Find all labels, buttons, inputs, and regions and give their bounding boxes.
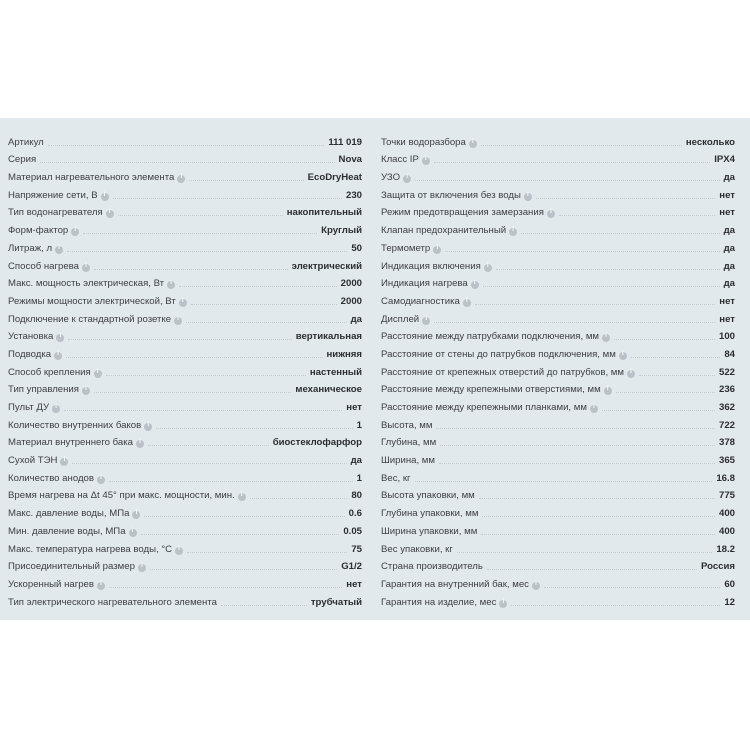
- dotted-leader: [544, 587, 720, 588]
- info-icon[interactable]: [167, 281, 175, 289]
- spec-label: Индикация нагрева: [381, 278, 468, 290]
- info-icon[interactable]: [604, 387, 612, 395]
- dotted-leader: [67, 251, 347, 252]
- spec-label: Страна производитель: [381, 561, 483, 573]
- spec-value: 50: [351, 242, 362, 254]
- info-icon[interactable]: [136, 440, 144, 448]
- spec-row: [8, 395, 362, 413]
- spec-row: [8, 448, 362, 466]
- dotted-leader: [614, 339, 715, 340]
- info-icon[interactable]: [129, 529, 137, 537]
- info-icon[interactable]: [177, 175, 185, 183]
- spec-label: Присоединительный размер: [8, 561, 135, 573]
- dotted-leader: [602, 410, 715, 411]
- info-icon[interactable]: [55, 246, 63, 254]
- info-icon[interactable]: [138, 564, 146, 572]
- spec-value: Россия: [700, 561, 735, 573]
- dotted-leader: [487, 569, 697, 570]
- spec-row: [381, 342, 735, 360]
- spec-value: электрический: [291, 260, 362, 272]
- dotted-leader: [434, 162, 710, 163]
- info-icon[interactable]: [524, 193, 532, 201]
- spec-row: [8, 254, 362, 272]
- dotted-leader: [148, 445, 269, 446]
- spec-row: [381, 201, 735, 219]
- info-icon[interactable]: [463, 299, 471, 307]
- spec-row: [8, 201, 362, 219]
- spec-label: Высота, мм: [381, 419, 433, 431]
- spec-label: Форм-фактор: [8, 225, 69, 237]
- dotted-leader: [189, 180, 303, 181]
- spec-label: Тип водонагревателя: [8, 207, 103, 219]
- spec-value: Nova: [338, 154, 362, 166]
- spec-label: Сухой ТЭН: [8, 455, 58, 467]
- dotted-leader: [106, 375, 306, 376]
- spec-value: 362: [718, 402, 735, 413]
- spec-panel: [0, 118, 750, 620]
- spec-row: [8, 148, 362, 166]
- dotted-leader: [496, 269, 720, 270]
- spec-row: [381, 254, 735, 272]
- info-icon[interactable]: [627, 370, 635, 378]
- spec-value: 100: [718, 331, 735, 343]
- dotted-leader: [631, 357, 721, 358]
- info-icon[interactable]: [602, 334, 610, 342]
- dotted-leader: [68, 339, 291, 340]
- spec-value: 722: [718, 419, 735, 431]
- spec-label: Гарантия на внутренний бак, мес: [381, 578, 529, 590]
- spec-label: Установка: [8, 331, 54, 343]
- spec-label: Напряжение сети, В: [8, 189, 98, 201]
- spec-row: [381, 307, 735, 325]
- dotted-leader: [479, 498, 715, 499]
- spec-value: нет: [346, 402, 362, 413]
- spec-label: Вес упаковки, кг: [381, 543, 453, 555]
- spec-label: Расстояние от крепежных отверстий до патрубков, мм: [381, 366, 624, 378]
- spec-value: 1: [356, 419, 362, 431]
- spec-label: Макс. температура нагрева воды, °С: [8, 543, 173, 555]
- dotted-leader: [66, 357, 322, 358]
- spec-row: [381, 537, 735, 555]
- spec-label: Пульт ДУ: [8, 402, 50, 413]
- info-icon[interactable]: [71, 228, 79, 236]
- spec-row: [381, 448, 735, 466]
- spec-row: [381, 325, 735, 343]
- spec-row: [8, 572, 362, 590]
- spec-value: да: [723, 278, 735, 290]
- spec-value: 60: [724, 578, 735, 590]
- info-icon[interactable]: [97, 476, 105, 484]
- spec-value: 775: [718, 490, 735, 502]
- spec-row: [381, 378, 735, 396]
- dotted-leader: [250, 498, 348, 499]
- info-icon[interactable]: [54, 352, 62, 360]
- info-icon[interactable]: [499, 600, 507, 608]
- info-icon[interactable]: [106, 210, 114, 218]
- spec-label: Самодиагностика: [381, 295, 460, 307]
- spec-label: Материал нагревательного элемента: [8, 172, 175, 184]
- dotted-leader: [187, 552, 347, 553]
- spec-label: Высота упаковки, мм: [381, 490, 475, 502]
- spec-label: Расстояние между крепежными отверстиями, мм: [381, 384, 601, 396]
- dotted-leader: [559, 215, 715, 216]
- spec-label: Количество внутренних баков: [8, 419, 142, 431]
- dotted-leader: [639, 375, 715, 376]
- dotted-leader: [83, 233, 317, 234]
- dotted-leader: [483, 286, 720, 287]
- dotted-leader: [536, 198, 715, 199]
- spec-value: 400: [718, 508, 735, 520]
- info-icon[interactable]: [175, 547, 183, 555]
- info-icon[interactable]: [484, 264, 492, 272]
- spec-value: нет: [719, 313, 735, 325]
- spec-value: EcoDryHeat: [307, 172, 362, 184]
- spec-label: Материал внутреннего бака: [8, 437, 133, 449]
- spec-value: да: [723, 260, 735, 272]
- spec-value: 75: [351, 543, 362, 555]
- spec-label: Дисплей: [381, 313, 420, 325]
- dotted-leader: [440, 445, 715, 446]
- spec-row: [8, 236, 362, 254]
- spec-row: [381, 165, 735, 183]
- info-icon[interactable]: [469, 140, 477, 148]
- spec-label: Режимы мощности электрической, Вт: [8, 295, 176, 307]
- spec-column-left: [8, 130, 362, 608]
- info-icon[interactable]: [509, 228, 517, 236]
- spec-row: [381, 590, 735, 608]
- dotted-leader: [481, 534, 715, 535]
- dotted-leader: [94, 269, 288, 270]
- spec-label: Макс. давление воды, МПа: [8, 508, 130, 520]
- spec-row: [381, 413, 735, 431]
- spec-column-right: [381, 130, 735, 608]
- dotted-leader: [521, 233, 719, 234]
- spec-label: Ширина, мм: [381, 455, 436, 467]
- spec-label: Расстояние между крепежными планками, мм: [381, 402, 587, 413]
- spec-row: [381, 395, 735, 413]
- spec-value: G1/2: [341, 561, 362, 573]
- dotted-leader: [64, 410, 342, 411]
- spec-label: Способ нагрева: [8, 260, 79, 272]
- spec-value: Круглый: [321, 225, 362, 237]
- spec-row: [381, 431, 735, 449]
- info-icon[interactable]: [238, 493, 246, 501]
- info-icon[interactable]: [144, 423, 152, 431]
- dotted-leader: [72, 463, 346, 464]
- dotted-leader: [475, 304, 715, 305]
- spec-label: Тип электрического нагревательного элемента: [8, 596, 217, 608]
- spec-label: Макс. мощность электрическая, Вт: [8, 278, 165, 290]
- info-icon[interactable]: [403, 175, 411, 183]
- spec-value: нет: [719, 295, 735, 307]
- spec-value: несколько: [685, 136, 735, 148]
- spec-label: Ширина упаковки, мм: [381, 525, 478, 537]
- info-icon[interactable]: [547, 210, 555, 218]
- spec-label: Подключение к стандартной розетке: [8, 313, 172, 325]
- info-icon[interactable]: [422, 317, 430, 325]
- spec-row: [8, 272, 362, 290]
- spec-label: Мин. давление воды, МПа: [8, 525, 126, 537]
- spec-row: [381, 148, 735, 166]
- spec-row: [8, 360, 362, 378]
- dotted-leader: [616, 392, 715, 393]
- spec-value: 16.8: [716, 472, 735, 484]
- info-icon[interactable]: [179, 299, 187, 307]
- dotted-leader: [40, 162, 334, 163]
- spec-label: Артикул: [8, 136, 44, 148]
- spec-label: Термометр: [381, 242, 431, 254]
- spec-value: 0.6: [348, 508, 362, 520]
- spec-row: [8, 183, 362, 201]
- spec-label: Расстояние от стены до патрубков подключения, мм: [381, 348, 616, 360]
- spec-row: [381, 272, 735, 290]
- info-icon[interactable]: [52, 405, 60, 413]
- spec-label: Защита от включения без воды: [381, 189, 521, 201]
- spec-label: Расстояние между патрубками подключения, мм: [381, 331, 600, 343]
- dotted-leader: [156, 428, 352, 429]
- spec-row: [381, 130, 735, 148]
- spec-value: трубчатый: [310, 596, 362, 608]
- spec-row: [8, 590, 362, 608]
- spec-value: 2000: [340, 278, 362, 290]
- spec-row: [381, 360, 735, 378]
- spec-value: IPX4: [714, 154, 735, 166]
- spec-row: [8, 484, 362, 502]
- spec-row: [381, 218, 735, 236]
- dotted-leader: [118, 215, 283, 216]
- spec-value: нет: [719, 189, 735, 201]
- spec-value: 2000: [340, 295, 362, 307]
- spec-value: биостеклофарфор: [272, 437, 362, 449]
- info-icon[interactable]: [82, 264, 90, 272]
- info-icon[interactable]: [94, 370, 102, 378]
- spec-value: 111 019: [328, 136, 362, 148]
- info-icon[interactable]: [56, 334, 64, 342]
- spec-label: Серия: [8, 154, 37, 166]
- spec-value: накопительный: [286, 207, 362, 219]
- spec-row: [8, 165, 362, 183]
- info-icon[interactable]: [471, 281, 479, 289]
- spec-value: 365: [718, 455, 735, 467]
- spec-value: нижняя: [326, 348, 362, 360]
- spec-row: [381, 555, 735, 573]
- dotted-leader: [434, 322, 715, 323]
- spec-value: механическое: [295, 384, 362, 396]
- spec-row: [8, 307, 362, 325]
- spec-value: 0.05: [343, 525, 362, 537]
- dotted-leader: [113, 198, 342, 199]
- info-icon[interactable]: [619, 352, 627, 360]
- spec-row: [8, 466, 362, 484]
- dotted-leader: [481, 145, 682, 146]
- spec-row: [8, 378, 362, 396]
- spec-row: [8, 555, 362, 573]
- spec-label: Литраж, л: [8, 242, 53, 254]
- spec-label: Индикация включения: [381, 260, 481, 272]
- spec-row: [8, 413, 362, 431]
- spec-label: Гарантия на изделие, мес: [381, 596, 497, 608]
- dotted-leader: [179, 286, 337, 287]
- spec-row: [8, 325, 362, 343]
- spec-label: Подводка: [8, 348, 52, 360]
- spec-label: Тип управления: [8, 384, 79, 396]
- dotted-leader: [511, 605, 720, 606]
- spec-value: 236: [718, 384, 735, 396]
- spec-row: [8, 130, 362, 148]
- info-icon[interactable]: [433, 246, 441, 254]
- spec-row: [8, 501, 362, 519]
- spec-row: [381, 236, 735, 254]
- dotted-leader: [221, 605, 307, 606]
- dotted-leader: [186, 322, 346, 323]
- spec-label: Способ крепления: [8, 366, 91, 378]
- spec-label: Ускоренный нагрев: [8, 578, 94, 590]
- dotted-leader: [191, 304, 337, 305]
- spec-label: Вес, кг: [381, 472, 411, 484]
- spec-row: [381, 501, 735, 519]
- dotted-leader: [141, 534, 340, 535]
- info-icon[interactable]: [532, 582, 540, 590]
- dotted-leader: [94, 392, 291, 393]
- spec-row: [8, 289, 362, 307]
- info-icon[interactable]: [97, 582, 105, 590]
- spec-value: 400: [718, 525, 735, 537]
- spec-label: Количество анодов: [8, 472, 94, 484]
- dotted-leader: [48, 145, 325, 146]
- dotted-leader: [436, 428, 715, 429]
- spec-value: 230: [345, 189, 362, 201]
- spec-label: Глубина, мм: [381, 437, 437, 449]
- dotted-leader: [144, 516, 344, 517]
- spec-label: Время нагрева на Δt 45° при макс. мощности, мин.: [8, 490, 235, 502]
- spec-value: 18.2: [716, 543, 735, 555]
- dotted-leader: [482, 516, 715, 517]
- info-icon[interactable]: [101, 193, 109, 201]
- dotted-leader: [415, 180, 720, 181]
- spec-label: Режим предотвращения замерзания: [381, 207, 544, 219]
- dotted-leader: [109, 481, 353, 482]
- spec-value: да: [723, 172, 735, 184]
- spec-value: 80: [351, 490, 362, 502]
- spec-value: да: [723, 242, 735, 254]
- spec-label: Класс IP: [381, 154, 419, 166]
- dotted-leader: [150, 569, 337, 570]
- spec-label: Точки водоразбора: [381, 136, 466, 148]
- spec-row: [8, 342, 362, 360]
- spec-row: [381, 466, 735, 484]
- spec-value: нет: [346, 578, 362, 590]
- info-icon[interactable]: [82, 387, 90, 395]
- spec-row: [8, 537, 362, 555]
- info-icon[interactable]: [132, 511, 140, 519]
- spec-value: настенный: [309, 366, 362, 378]
- spec-label: УЗО: [381, 172, 401, 184]
- spec-value: вертикальная: [295, 331, 362, 343]
- spec-value: 522: [718, 366, 735, 378]
- spec-value: да: [350, 313, 362, 325]
- spec-row: [381, 183, 735, 201]
- dotted-leader: [457, 552, 712, 553]
- dotted-leader: [109, 587, 342, 588]
- info-icon[interactable]: [60, 458, 68, 466]
- spec-value: да: [723, 225, 735, 237]
- spec-value: 378: [718, 437, 735, 449]
- spec-value: 12: [724, 596, 735, 608]
- info-icon[interactable]: [422, 157, 430, 165]
- spec-label: Глубина упаковки, мм: [381, 508, 479, 520]
- spec-label: Клапан предохранительный: [381, 225, 507, 237]
- spec-row: [8, 218, 362, 236]
- spec-value: нет: [719, 207, 735, 219]
- dotted-leader: [439, 463, 715, 464]
- info-icon[interactable]: [174, 317, 182, 325]
- info-icon[interactable]: [590, 405, 598, 413]
- spec-row: [381, 519, 735, 537]
- spec-row: [8, 519, 362, 537]
- spec-value: 1: [356, 472, 362, 484]
- dotted-leader: [415, 481, 713, 482]
- spec-value: 84: [724, 348, 735, 360]
- spec-row: [381, 289, 735, 307]
- spec-value: да: [350, 455, 362, 467]
- spec-row: [381, 572, 735, 590]
- spec-row: [381, 484, 735, 502]
- dotted-leader: [445, 251, 719, 252]
- spec-row: [8, 431, 362, 449]
